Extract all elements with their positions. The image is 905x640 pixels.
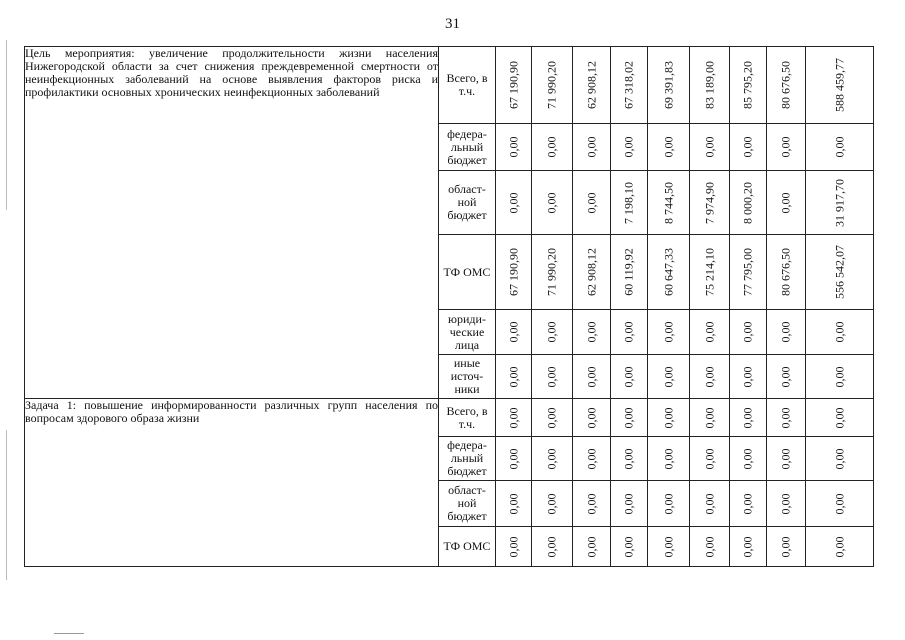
value-text: 0,00	[740, 448, 755, 469]
margin-mark	[6, 430, 7, 580]
value-cell	[532, 124, 573, 171]
value-cell	[496, 355, 532, 399]
value-text: 0,00	[832, 448, 846, 469]
value-cell	[806, 310, 874, 355]
value-text: 0,00	[661, 366, 675, 387]
section-description: Задача 1: повышение информированности различных групп населения по вопросам здорового образа жизни	[25, 399, 439, 567]
value-cell	[648, 124, 690, 171]
value-text: 0,00	[584, 366, 598, 387]
value-cell	[611, 310, 648, 355]
value-cell	[496, 171, 532, 235]
value-text: 62 908,12	[584, 61, 598, 109]
value-text: 0,00	[702, 407, 716, 428]
value-cell	[767, 124, 806, 171]
value-text: 0,00	[832, 321, 846, 343]
value-cell	[767, 310, 806, 355]
value-text: 0,00	[584, 136, 598, 158]
value-text: 0,00	[506, 493, 520, 514]
value-text: 0,00	[778, 536, 793, 557]
value-cell	[730, 171, 767, 235]
value-text: 8 744,50	[661, 181, 675, 224]
value-text: 0,00	[584, 493, 598, 514]
value-text: 0,00	[506, 536, 520, 557]
value-text: 0,00	[506, 321, 520, 343]
value-cell	[648, 310, 690, 355]
value-cell	[611, 171, 648, 235]
value-cell	[532, 437, 573, 481]
value-text: 0,00	[740, 493, 755, 514]
value-cell	[806, 47, 874, 124]
funding-source-cell: ТФ ОМС	[439, 527, 496, 567]
funding-source-cell: юриди-ческие лица	[439, 310, 496, 355]
value-text: 0,00	[544, 366, 559, 387]
value-text: 0,00	[584, 192, 598, 213]
value-text: 0,00	[740, 136, 755, 158]
value-cell	[730, 47, 767, 124]
value-cell	[573, 437, 611, 481]
funding-source-cell: ТФ ОМС	[439, 235, 496, 310]
value-cell	[767, 481, 806, 527]
value-text: 0,00	[778, 136, 793, 158]
value-cell	[690, 481, 730, 527]
value-cell	[532, 481, 573, 527]
value-text: 0,00	[544, 448, 559, 469]
value-cell	[573, 124, 611, 171]
value-text: 0,00	[740, 407, 755, 428]
value-cell	[690, 437, 730, 481]
value-text: 77 795,00	[740, 248, 755, 296]
value-cell	[496, 124, 532, 171]
table-row	[25, 47, 874, 124]
value-text: 0,00	[506, 136, 520, 158]
value-text: 0,00	[621, 366, 636, 387]
value-text: 0,00	[740, 321, 755, 343]
value-text: 0,00	[544, 136, 559, 158]
value-text: 0,00	[832, 136, 846, 158]
value-text: 0,00	[832, 493, 846, 514]
funding-source-cell: федера-льный бюджет	[439, 124, 496, 171]
value-text: 588 459,77	[832, 58, 846, 112]
value-cell	[730, 124, 767, 171]
value-cell	[532, 47, 573, 124]
value-text: 60 647,33	[661, 248, 675, 296]
value-cell	[648, 235, 690, 310]
value-cell	[767, 355, 806, 399]
value-cell	[767, 437, 806, 481]
value-text: 0,00	[506, 407, 520, 428]
value-text: 67 190,90	[506, 248, 520, 296]
value-cell	[648, 399, 690, 437]
value-cell	[648, 355, 690, 399]
funding-source-cell: област-ной бюджет	[439, 171, 496, 235]
value-cell	[690, 235, 730, 310]
value-text: 0,00	[778, 366, 793, 387]
value-text: 7 198,10	[621, 181, 636, 224]
value-cell	[611, 399, 648, 437]
page-number: 31	[445, 16, 460, 32]
value-cell	[532, 355, 573, 399]
value-cell	[573, 355, 611, 399]
value-cell	[611, 235, 648, 310]
value-cell	[690, 310, 730, 355]
value-cell	[806, 527, 874, 567]
funding-source-cell: област-ной бюджет	[439, 481, 496, 527]
funding-source-cell: иные источ-ники	[439, 355, 496, 399]
value-text: 67 318,02	[621, 61, 636, 109]
value-cell	[496, 235, 532, 310]
value-cell	[690, 399, 730, 437]
value-text: 0,00	[584, 448, 598, 469]
value-text: 0,00	[661, 493, 675, 514]
value-text: 0,00	[661, 448, 675, 469]
value-cell	[532, 527, 573, 567]
budget-table	[24, 46, 874, 567]
value-cell	[611, 47, 648, 124]
value-cell	[730, 235, 767, 310]
value-text: 0,00	[621, 493, 636, 514]
value-text: 67 190,90	[506, 61, 520, 109]
value-text: 0,00	[621, 536, 636, 557]
value-text: 62 908,12	[584, 248, 598, 296]
value-text: 0,00	[621, 407, 636, 428]
value-cell	[532, 399, 573, 437]
value-cell	[648, 437, 690, 481]
value-cell	[611, 481, 648, 527]
table-row	[25, 399, 874, 437]
value-text: 7 974,90	[702, 181, 716, 224]
value-text: 69 391,83	[661, 61, 675, 109]
footer-rule	[54, 633, 84, 634]
value-cell	[573, 171, 611, 235]
value-cell	[496, 481, 532, 527]
value-cell	[690, 171, 730, 235]
value-text: 80 676,50	[778, 248, 793, 296]
value-text: 0,00	[702, 366, 716, 387]
value-text: 0,00	[832, 407, 846, 428]
value-cell	[730, 355, 767, 399]
value-cell	[573, 235, 611, 310]
value-text: 0,00	[661, 136, 675, 158]
value-cell	[806, 124, 874, 171]
value-cell	[611, 437, 648, 481]
value-text: 0,00	[621, 448, 636, 469]
value-cell	[806, 399, 874, 437]
value-cell	[730, 527, 767, 567]
value-cell	[806, 235, 874, 310]
value-cell	[573, 310, 611, 355]
funding-source-cell: Всего, в т.ч.	[439, 47, 496, 124]
value-text: 8 000,20	[740, 181, 755, 224]
value-cell	[611, 355, 648, 399]
value-cell	[532, 235, 573, 310]
value-text: 0,00	[506, 448, 520, 469]
value-cell	[730, 310, 767, 355]
section-description: Цель мероприятия: увеличение продолжительности жизни населения Нижегородской области за счет снижения преждевременной смертности от неинфекционных заболеваний на основе выявления факторов риска и профилактики основных хронических неинфекционных заболеваний	[25, 47, 439, 399]
value-text: 0,00	[832, 366, 846, 387]
value-cell	[806, 481, 874, 527]
value-cell	[532, 171, 573, 235]
value-text: 0,00	[544, 493, 559, 514]
value-text: 71 990,20	[544, 61, 559, 109]
value-cell	[767, 527, 806, 567]
value-text: 0,00	[661, 321, 675, 343]
value-cell	[767, 47, 806, 124]
value-cell	[611, 124, 648, 171]
value-cell	[730, 481, 767, 527]
value-text: 0,00	[740, 366, 755, 387]
value-cell	[767, 171, 806, 235]
value-text: 0,00	[702, 493, 716, 514]
value-cell	[690, 124, 730, 171]
value-cell	[573, 47, 611, 124]
value-text: 0,00	[702, 136, 716, 158]
value-text: 0,00	[778, 192, 793, 213]
value-text: 0,00	[661, 407, 675, 428]
value-cell	[767, 399, 806, 437]
value-text: 0,00	[584, 407, 598, 428]
value-text: 0,00	[544, 536, 559, 557]
value-text: 80 676,50	[778, 61, 793, 109]
value-cell	[806, 437, 874, 481]
value-text: 83 189,00	[702, 61, 716, 109]
value-cell	[806, 355, 874, 399]
value-text: 0,00	[544, 192, 559, 213]
value-cell	[806, 171, 874, 235]
value-cell	[496, 47, 532, 124]
value-text: 60 119,92	[621, 248, 636, 296]
value-cell	[496, 399, 532, 437]
value-text: 0,00	[506, 366, 520, 387]
value-text: 0,00	[661, 536, 675, 557]
value-text: 0,00	[584, 536, 598, 557]
funding-source-cell: федера-льный бюджет	[439, 437, 496, 481]
value-text: 0,00	[702, 321, 716, 343]
value-text: 0,00	[778, 407, 793, 428]
value-cell	[496, 310, 532, 355]
value-cell	[730, 399, 767, 437]
value-text: 75 214,10	[702, 248, 716, 296]
value-cell	[767, 235, 806, 310]
value-text: 0,00	[778, 448, 793, 469]
value-text: 0,00	[832, 536, 846, 557]
value-cell	[648, 47, 690, 124]
value-text: 0,00	[621, 321, 636, 343]
value-text: 71 990,20	[544, 248, 559, 296]
value-cell	[532, 310, 573, 355]
value-cell	[690, 527, 730, 567]
value-cell	[648, 527, 690, 567]
value-text: 0,00	[544, 407, 559, 428]
value-text: 0,00	[544, 321, 559, 343]
value-cell	[648, 171, 690, 235]
value-cell	[690, 47, 730, 124]
value-text: 85 795,20	[740, 61, 755, 109]
value-cell	[730, 437, 767, 481]
value-cell	[690, 355, 730, 399]
value-text: 0,00	[702, 448, 716, 469]
value-text: 0,00	[702, 536, 716, 557]
value-text: 0,00	[778, 321, 793, 343]
value-cell	[496, 527, 532, 567]
value-text: 0,00	[584, 321, 598, 343]
value-cell	[573, 481, 611, 527]
value-text: 556 542,07	[832, 245, 846, 299]
value-cell	[611, 527, 648, 567]
margin-mark	[6, 40, 7, 210]
value-cell	[648, 481, 690, 527]
funding-source-cell: Всего, в т.ч.	[439, 399, 496, 437]
value-cell	[496, 437, 532, 481]
value-cell	[573, 527, 611, 567]
value-text: 0,00	[621, 136, 636, 158]
value-cell	[573, 399, 611, 437]
value-text: 0,00	[506, 192, 520, 213]
value-text: 31 917,70	[832, 178, 846, 227]
value-text: 0,00	[778, 493, 793, 514]
value-text: 0,00	[740, 536, 755, 557]
